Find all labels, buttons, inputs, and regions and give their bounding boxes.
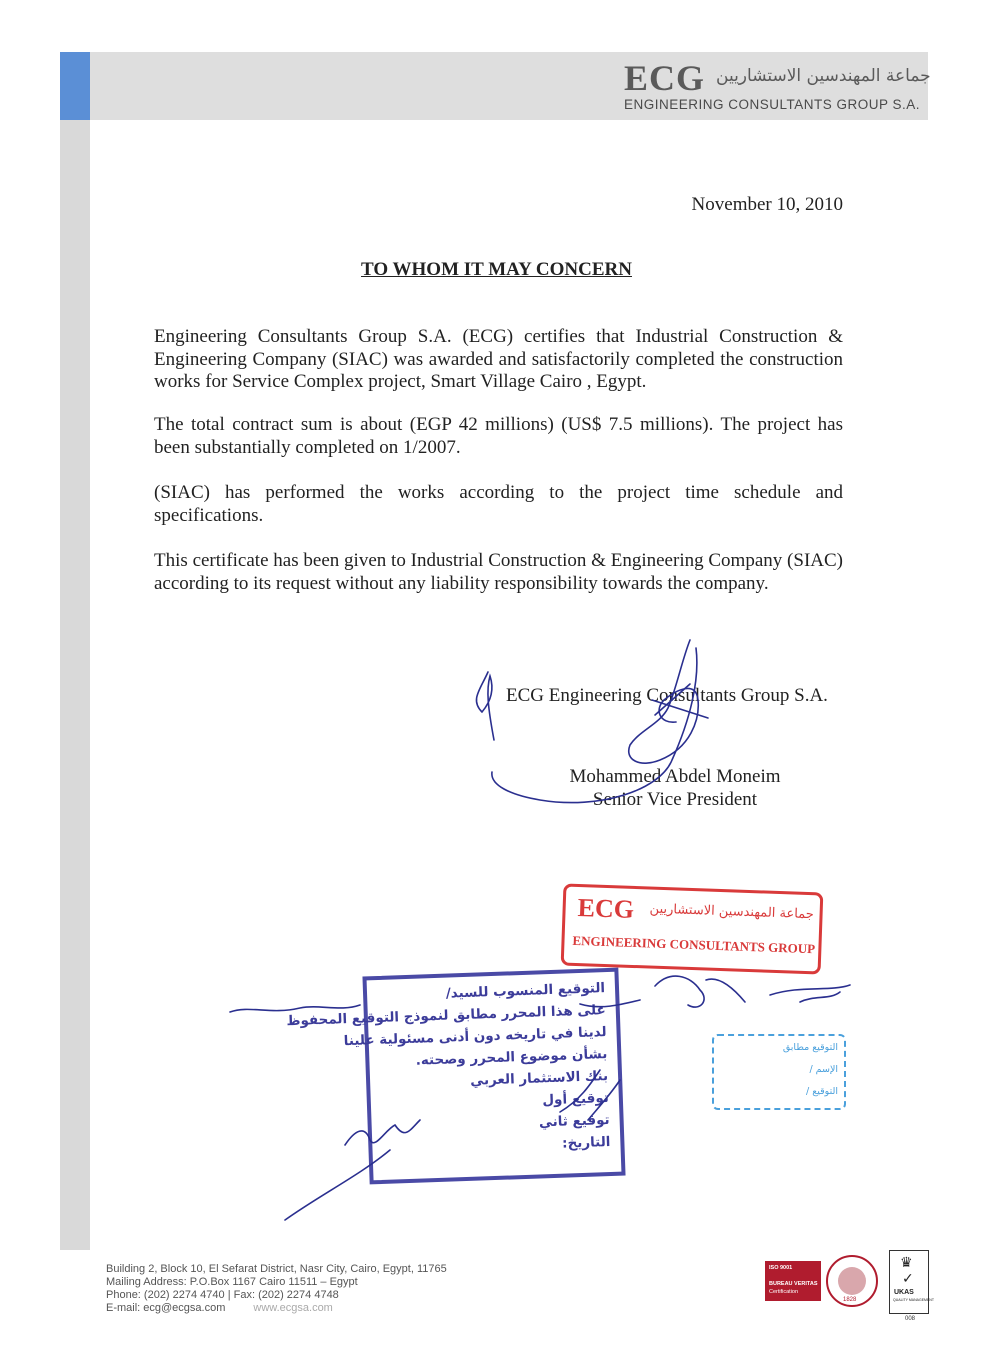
footer-contact — [106, 1263, 447, 1315]
body-paragraph: This certificate has been given to Industrial Construction & Engineering Company (SIAC) according to its request without any liability responsibility towards the company. — [154, 550, 843, 594]
stamp-line: بشأن موضوع المحرر وصحته. — [415, 1046, 608, 1069]
side-margin-bar — [60, 120, 90, 1250]
footer-phone: Phone: (202) 2274 4740 | Fax: (202) 2274 4748 — [106, 1289, 339, 1301]
bureau-veritas-year: 1828 — [843, 1297, 857, 1303]
body-paragraph: The total contract sum is about (EGP 42 millions) (US$ 7.5 millions). The project has been substantially completed on 1/2007. — [154, 414, 843, 458]
iso-certification-badge — [765, 1261, 821, 1301]
bureau-label: BUREAU VERITAS — [769, 1281, 818, 1287]
signatory-company: ECG Engineering Consultants Group S.A. — [506, 685, 828, 706]
bank-verification-stamp — [286, 968, 625, 1185]
company-logo: ECG — [624, 58, 706, 98]
company-logo-arabic: جماعة المهندسين الاستشاريين — [716, 66, 931, 86]
footer-website: www.ecgsa.com — [253, 1302, 333, 1314]
checkmark-icon: ✓ — [902, 1271, 914, 1287]
signatory-title: Senior Vice President — [592, 789, 758, 810]
iso-label: ISO 9001 — [769, 1265, 793, 1271]
stamp-line: التوقيع / — [806, 1086, 838, 1097]
stamp-line: توقيع أول — [542, 1090, 610, 1109]
ukas-label: UKAS — [894, 1289, 914, 1296]
company-name: ENGINEERING CONSULTANTS GROUP S.A. — [624, 97, 921, 112]
stamp-line: التوقيع مطابق — [782, 1042, 838, 1053]
stamp-line: التاريخ: — [561, 1133, 611, 1152]
body-paragraph: Engineering Consultants Group S.A. (ECG) certifies that Industrial Construction & Engineering Company (SIAC) was awarded and satisfactorily completed the construction works for Service Complex project, Smart Village Cairo , Egypt. — [154, 326, 843, 392]
ukas-number: 008 — [905, 1316, 916, 1322]
body-paragraph: (SIAC) has performed the works according to the project time schedule and specifications. — [154, 482, 843, 526]
letter-date: November 10, 2010 — [691, 194, 843, 215]
footer-email: E-mail: ecg@ecgsa.com — [106, 1302, 226, 1314]
crown-icon: ♛ — [900, 1255, 913, 1271]
letterhead-accent — [60, 52, 90, 120]
ukas-badge — [889, 1250, 934, 1314]
footer-address: Building 2, Block 10, El Sefarat District, Nasr City, Cairo, Egypt, 11765 — [106, 1263, 447, 1275]
stamp-line: لدينا في تاريخه دون أدنى مسئولية علينا — [343, 1024, 607, 1050]
bureau-veritas-emblem — [838, 1267, 866, 1295]
stamp-line: التوقيع المنسوب للسيد/ — [445, 980, 606, 1002]
stamp-line: توقيع ثاني — [538, 1111, 610, 1131]
bureau-veritas-seal — [826, 1255, 878, 1307]
stamp-line: الإسم / — [809, 1064, 838, 1075]
stamp-logo: ECG — [577, 893, 635, 924]
ukas-sub-label: QUALITY MANAGEMENT — [893, 1298, 934, 1302]
ecg-company-stamp — [561, 883, 824, 974]
stamp-line: بنك الاستثمار العربي — [469, 1068, 609, 1089]
footer-mailing: Mailing Address: P.O.Box 1167 Cairo 11511 – Egypt — [106, 1276, 358, 1288]
stamp-line: على هذا المحرر مطابق لنموذج التوقيع المحفوظ — [286, 1002, 607, 1030]
letter-heading: TO WHOM IT MAY CONCERN — [361, 259, 632, 280]
signatory-name: Mohammed Abdel Moneim — [569, 766, 781, 787]
stamp-arabic-name: جماعة المهندسين الاستشاريين — [649, 901, 815, 923]
bureau-sub-label: Certification — [769, 1289, 799, 1295]
stamp-english-name: ENGINEERING CONSULTANTS GROUP — [572, 932, 816, 957]
signature-match-stamp — [712, 1034, 846, 1110]
